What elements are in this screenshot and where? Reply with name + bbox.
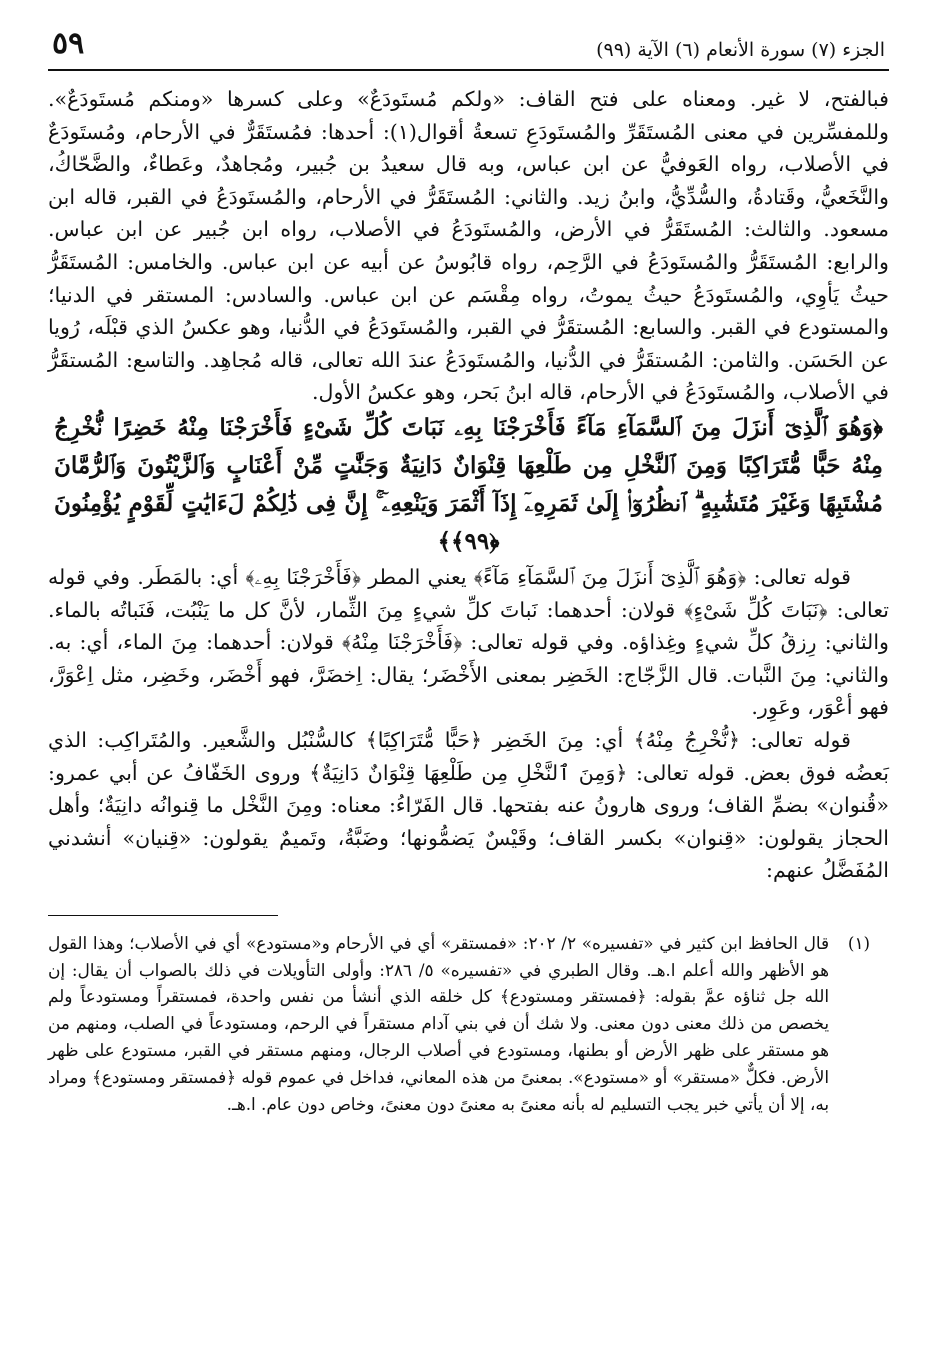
main-text bbox=[48, 83, 889, 887]
footnote-text: قال الحافظ ابن كثير في «تفسيره» ٢/ ٢٠٢: «فمستقر» أي في الأرحام و«مستودع» أي في الأصلاب؛ وهذا القول هو الأظهر والله أعلم ا.هـ. وقال الطبري في «تفسيره» ٥/ ٢٨٦: وأولى التأويلات في ذلك بالصواب أن يقال: إن الله جل ثناؤه عمَّ بقوله: ﴿فمستقر ومستودع﴾ كل خلقه الذي أنشأ من نفس واحدة، فمستقراً ومستودعاً ولم يخصص من ذلك معنى دون معنى. ولا شك أن في بني آدام مستقراً في الرحم، ومستودعاً في الصلب، ومنهم من هو مستقر على ظهر الأرض أو بطنها، ومستودع في أصلاب الرجال، ومنهم مستقر في القبر، مستودع على ظهر الأرض. فكلٌّ «مستقر» أو «مستودع». بمعنىً من هذه المعاني، فداخل في عموم قوله ﴿فمستقر ومستودع﴾ ومراد به، إلا أن يأتي خبر يجب التسليم له بأنه معنىً به معنىً دون معنىً، وخاص دون عام. ا.هـ. bbox=[48, 932, 829, 1114]
page-number: ٥٩ bbox=[52, 26, 85, 61]
quran-verse-99: ﴿وَهُوَ ٱلَّذِىٓ أَنزَلَ مِنَ ٱلسَّمَآءِ مَآءً فَأَخْرَجْنَا بِهِۦ نَبَاتَ كُلِّ شَىْءٍ فَأَخْرَجْنَا مِنْهُ خَضِرًا نُّخْرِجُ مِنْهُ حَبًّا مُّتَرَاكِبًا وَمِنَ ٱلنَّخْلِ مِن طَلْعِهَا قِنْوَانٌ دَانِيَةٌ وَجَنَّٰتٍ مِّنْ أَعْنَابٍ وَٱلزَّيْتُونَ وَٱلرُّمَّانَ مُشْتَبِهًا وَغَيْرَ مُتَشَٰبِهٍ ۗ ٱنظُرُوٓا۟ إِلَىٰ ثَمَرِهِۦٓ إِذَآ أَثْمَرَ وَيَنْعِهِۦٓ ۚ إِنَّ فِى ذَٰلِكُمْ لَءَايَٰتٍ لِّقَوْمٍ يُؤْمِنُونَ ﴿٩٩﴾﴾ bbox=[54, 413, 883, 555]
page-header bbox=[48, 26, 889, 71]
footnote bbox=[48, 930, 889, 1118]
paragraph-commentary-1: فبالفتح، لا غير. ومعناه على فتح القاف: «ولكم مُستَودَعٌ» وعلى كسرها «ومنكم مُستَودَعٌ». وللمفسِّرين في معنى المُستَقَرِّ والمُستَودَعِ تسعةُ أقوال(١): أحدها: فمُستَقَرٌّ في الأرحام، ومُستَودَعٌ في الأصلاب، رواه العَوفيُّ عن ابن عباس، وبه قال سعيدُ بن جُبير، ومُجاهدٌ، وعَطاءٌ، والضَّحّاكُ، والنَّخَعيُّ، وقَتادةُ، والسُّدِّيُّ، وابنُ زيد. والثاني: المُستَقَرُّ في الأرحام، والمُستَودَعُ في القبر، قاله ابن مسعود. والثالث: المُستَقَرُّ في الأرض، والمُستَودَعُ في الأصلاب، رواه ابن جُبير عن ابن عباس. والرابع: المُستَقَرُّ والمُستَودَعُ في الرَّحِم، رواه قابُوسُ عن أبيه عن ابن عباس. والخامس: المُستَقَرُّ حيثُ يَأوِي، والمُستَودَعُ حيثُ يموتُ، رواه مِقْسَم عن ابن عباس. والسادس: المستقر في الدنيا؛ والمستودع في القبر. والسابع: المُستقَرُّ في القبر، والمُستَودَعُ في الدُّنيا، وهو عكسُ الذي قبْلَه، رُويا عن الحَسَن. والثامن: المُستقَرُّ في الدُّنيا، والمُستَودَعُ عندَ الله تعالى، قاله مُجاهِد. والتاسع: المُستقَرُّ في الأصلاب، والمُستَودَعُ في الأرحام، قاله ابنُ بَحر، وهو عكسُ الأول. bbox=[48, 87, 890, 405]
running-head: الجزء (٧) سورة الأنعام (٦) الآية (٩٩) bbox=[596, 39, 885, 61]
page bbox=[48, 26, 889, 1350]
footnote-divider bbox=[48, 915, 278, 916]
paragraph-commentary-2: قوله تعالى: ﴿وَهُوَ ٱلَّذِىٓ أَنزَلَ مِنَ ٱلسَّمَآءِ مَآءً﴾ يعني المطر ﴿فَأَخْرَجْنَا بِهِۦ﴾ أي: بالمَطَر. وفي قوله تعالى: ﴿نَبَاتَ كُلِّ شَىْءٍ﴾ قولان: أحدهما: نَباتَ كلِّ شيءٍ مِنَ الثِّمار، لأنَّ كل ما يَنْبُت، فَنَباتُه بالماء. والثاني: رِزقُ كلِّ شيءٍ وغِذاؤه. وفي قوله تعالى: ﴿فَأَخْرَجْنَا مِنْهُ﴾ قولان: أحدهما: مِنَ الماء، أي: به. والثاني: مِنَ النَّبات. قال الزَّجّاج: الخَضِر بمعنى الأَخْضَر؛ يقال: اِخضَرَّ، فهو أَخْضَر، وخَضِر، مثل اِعْوَرَّ، فهو أعْوَر، وعَوِر. bbox=[48, 564, 889, 720]
paragraph-commentary-3: قوله تعالى: ﴿نُّخْرِجُ مِنْهُ﴾ أي: مِنَ الخَضِر ﴿حَبًّا مُّتَرَاكِبًا﴾ كالسُّنْبُل والشَّعير. والمُتَراكِب: الذي بَعضُه فوق بعض. قوله تعالى: ﴿وَمِنَ ٱلنَّخْلِ مِن طَلْعِهَا قِنْوَانٌ دَانِيَةٌ﴾ وروى الخَفّافُ عن أبي عمرو: «قُنوان» بضمِّ القاف؛ وروى هارونُ عنه بفتحها. قال الفَرّاءُ: معناه: ومِنَ النَّخْل ما قِنوانُه دانِيَةٌ؛ وأهل الحجاز يقولون: «قِنوان» بكسر القاف؛ وقَيْسٌ يَضمُّونها؛ وضَبَّةُ، وتَميمٌ يقولون: «قِنيان» أنشدني المُفَضَّلُ عنهم: bbox=[48, 727, 889, 883]
footnote-number: (١) bbox=[847, 932, 871, 953]
